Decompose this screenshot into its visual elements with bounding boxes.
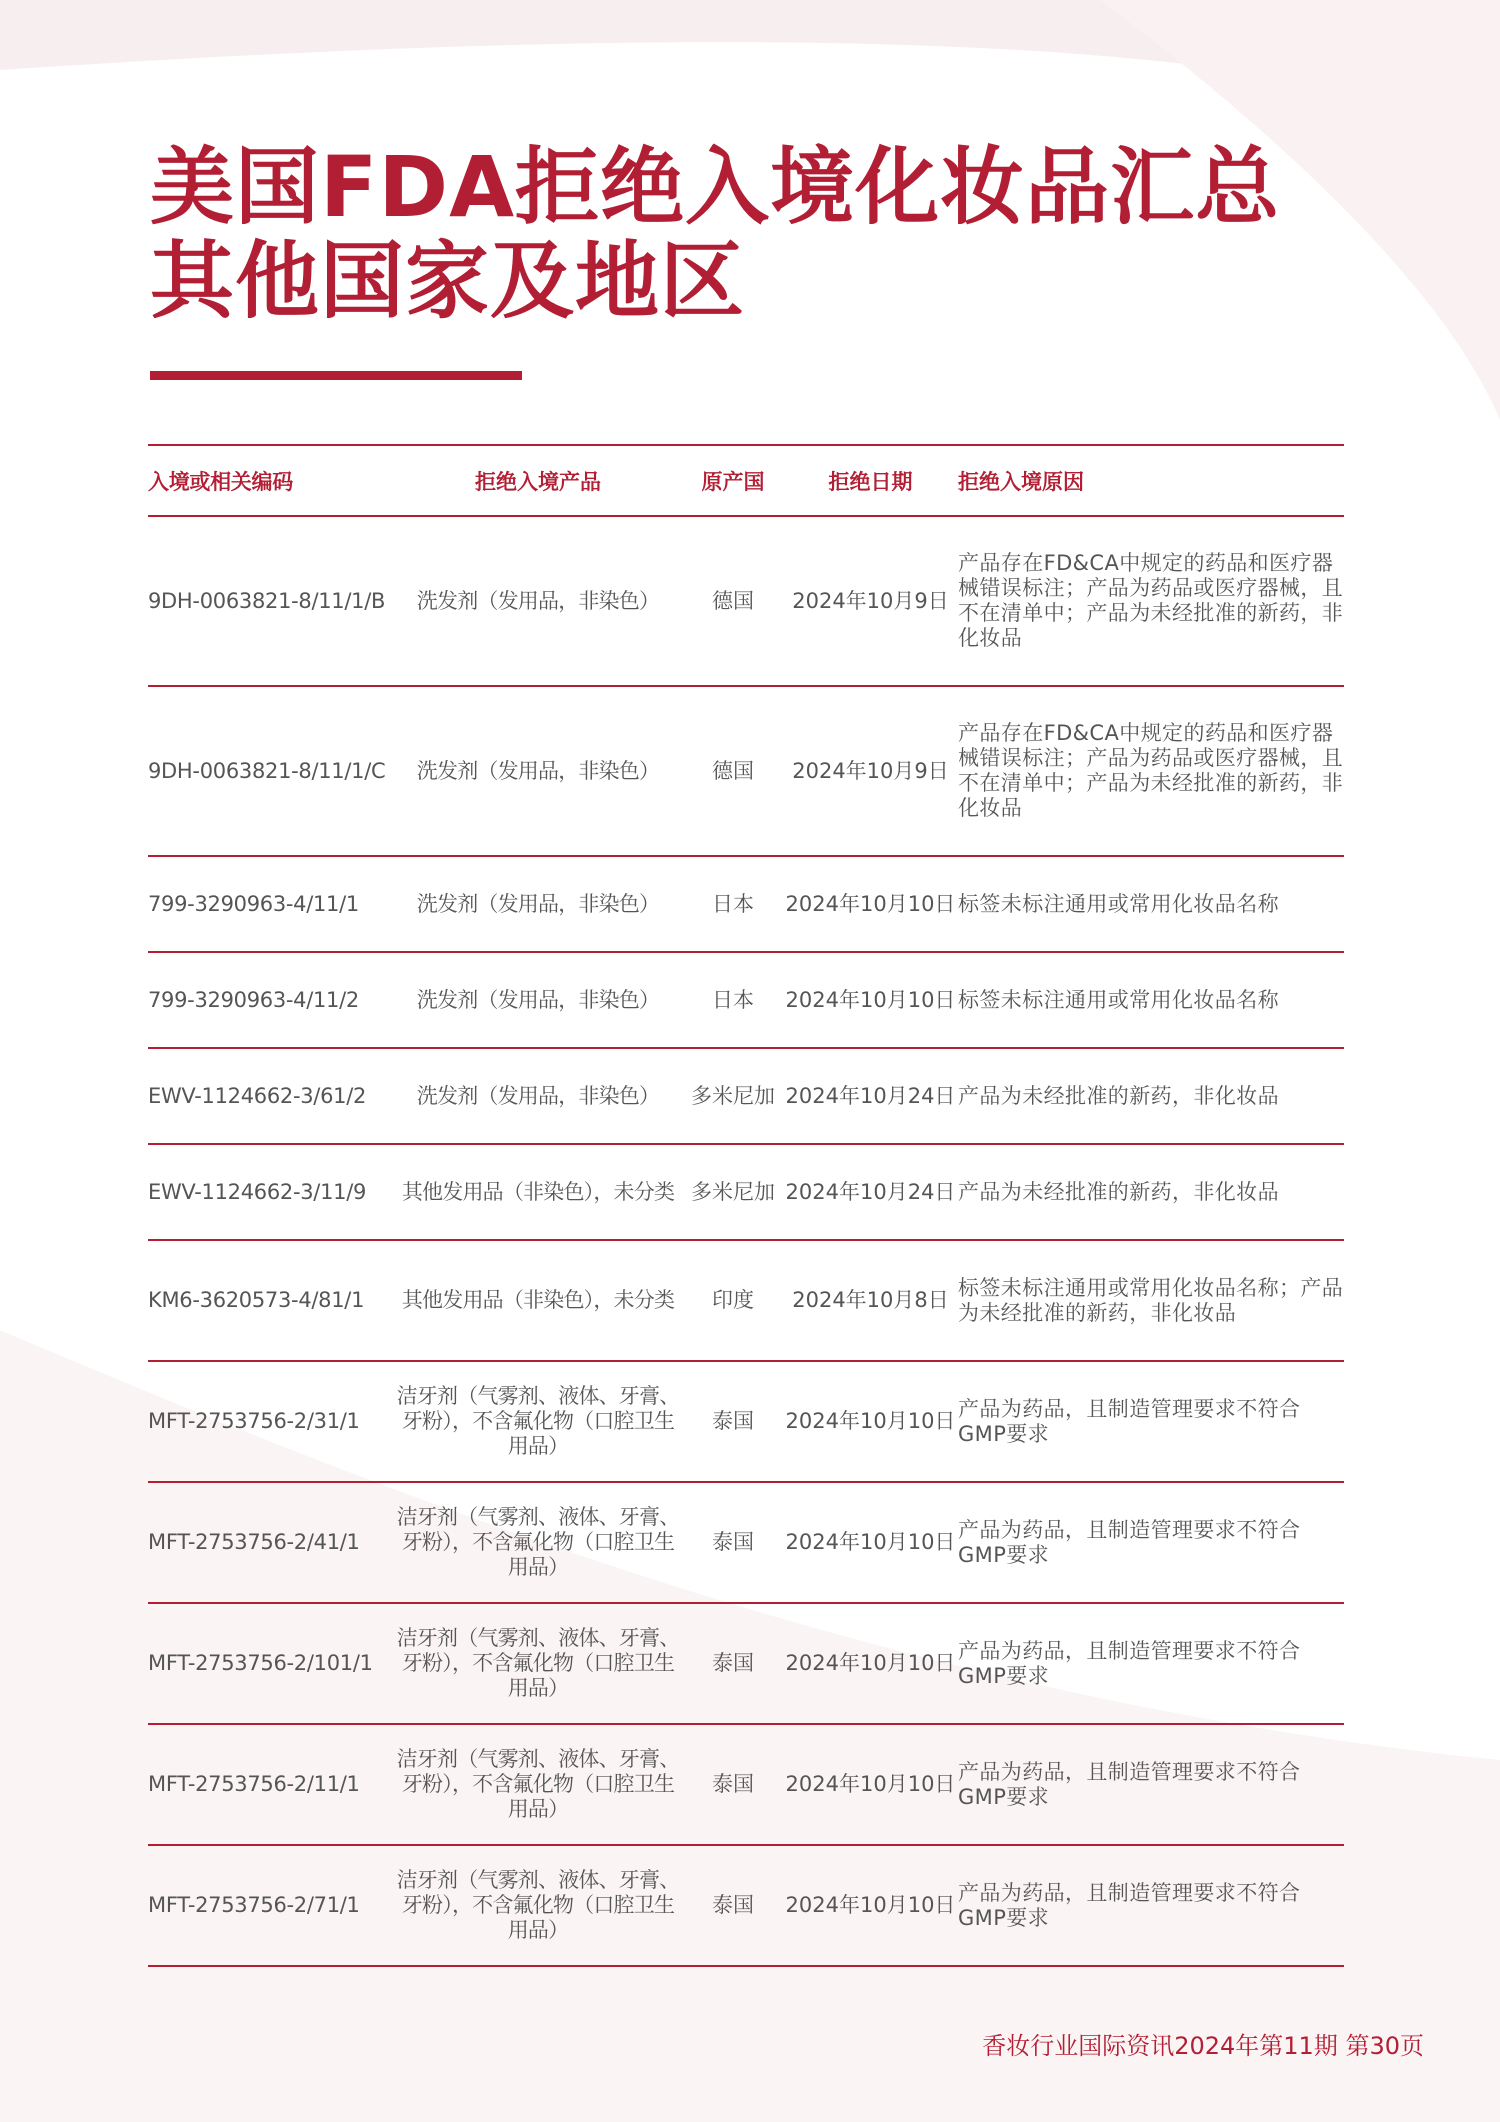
- cell-origin: 日本: [683, 856, 783, 952]
- cell-product: 洗发剂（发用品，非染色）: [393, 686, 683, 856]
- cell-product: 洗发剂（发用品，非染色）: [393, 856, 683, 952]
- cell-origin: 德国: [683, 516, 783, 686]
- table-row: [148, 686, 1344, 856]
- cell-origin: 印度: [683, 1240, 783, 1361]
- table-row: [148, 1845, 1344, 1966]
- cell-origin: 日本: [683, 952, 783, 1048]
- table-row: [148, 516, 1344, 686]
- cell-code: 799-3290963-4/11/1: [148, 856, 393, 952]
- cell-product: 洁牙剂（气雾剂、液体、牙膏、牙粉），不含氟化物（口腔卫生用品）: [393, 1603, 683, 1724]
- header-date: 拒绝日期: [783, 445, 958, 516]
- cell-origin: 泰国: [683, 1603, 783, 1724]
- cell-reason: 产品为未经批准的新药，非化妆品: [958, 1144, 1344, 1240]
- table-row: [148, 1724, 1344, 1845]
- cell-reason: 标签未标注通用或常用化妆品名称；产品为未经批准的新药，非化妆品: [958, 1240, 1344, 1361]
- cell-date: 2024年10月8日: [783, 1240, 958, 1361]
- cell-reason: 产品为未经批准的新药，非化妆品: [958, 1048, 1344, 1144]
- cell-code: 9DH-0063821-8/11/1/C: [148, 686, 393, 856]
- table-row: [148, 856, 1344, 952]
- cell-code: MFT-2753756-2/31/1: [148, 1361, 393, 1482]
- table-row: [148, 1482, 1344, 1603]
- cell-origin: 德国: [683, 686, 783, 856]
- cell-date: 2024年10月10日: [783, 856, 958, 952]
- page-footer: 香妆行业国际资讯2024年第11期 第30页: [982, 2032, 1424, 2060]
- cell-reason: 产品为药品，且制造管理要求不符合GMP要求: [958, 1361, 1344, 1482]
- page-title-line-2: 其他国家及地区: [150, 232, 746, 330]
- table-row: [148, 1144, 1344, 1240]
- cell-code: 9DH-0063821-8/11/1/B: [148, 516, 393, 686]
- table-header-row: [148, 445, 1344, 516]
- table-row: [148, 1048, 1344, 1144]
- cell-date: 2024年10月10日: [783, 1361, 958, 1482]
- header-reason: 拒绝入境原因: [958, 445, 1344, 516]
- cell-date: 2024年10月9日: [783, 516, 958, 686]
- page-title-line-1: 美国FDA拒绝入境化妆品汇总: [150, 138, 1281, 236]
- cell-origin: 泰国: [683, 1482, 783, 1603]
- cell-reason: 产品为药品，且制造管理要求不符合GMP要求: [958, 1845, 1344, 1966]
- cell-origin: 多米尼加: [683, 1144, 783, 1240]
- table-row: [148, 952, 1344, 1048]
- cell-reason: 产品存在FD&CA中规定的药品和医疗器械错误标注；产品为药品或医疗器械，且不在清单中；产品为未经批准的新药，非化妆品: [958, 686, 1344, 856]
- cell-date: 2024年10月24日: [783, 1144, 958, 1240]
- cell-product: 洗发剂（发用品，非染色）: [393, 516, 683, 686]
- page-title: [150, 140, 1280, 328]
- cell-code: EWV-1124662-3/11/9: [148, 1144, 393, 1240]
- cell-date: 2024年10月10日: [783, 1845, 958, 1966]
- header-origin: 原产国: [683, 445, 783, 516]
- cell-code: EWV-1124662-3/61/2: [148, 1048, 393, 1144]
- cell-reason: 产品为药品，且制造管理要求不符合GMP要求: [958, 1603, 1344, 1724]
- cell-product: 洁牙剂（气雾剂、液体、牙膏、牙粉），不含氟化物（口腔卫生用品）: [393, 1361, 683, 1482]
- cell-code: MFT-2753756-2/71/1: [148, 1845, 393, 1966]
- cell-code: MFT-2753756-2/101/1: [148, 1603, 393, 1724]
- cell-reason: 标签未标注通用或常用化妆品名称: [958, 856, 1344, 952]
- cell-origin: 多米尼加: [683, 1048, 783, 1144]
- cell-origin: 泰国: [683, 1724, 783, 1845]
- cell-reason: 产品为药品，且制造管理要求不符合GMP要求: [958, 1724, 1344, 1845]
- cell-code: KM6-3620573-4/81/1: [148, 1240, 393, 1361]
- table-row: [148, 1240, 1344, 1361]
- cell-code: MFT-2753756-2/41/1: [148, 1482, 393, 1603]
- cell-date: 2024年10月10日: [783, 1603, 958, 1724]
- cell-date: 2024年10月10日: [783, 1724, 958, 1845]
- cell-product: 洁牙剂（气雾剂、液体、牙膏、牙粉），不含氟化物（口腔卫生用品）: [393, 1482, 683, 1603]
- header-product: 拒绝入境产品: [393, 445, 683, 516]
- rejection-table: [148, 444, 1344, 1967]
- table-row: [148, 1603, 1344, 1724]
- cell-product: 洁牙剂（气雾剂、液体、牙膏、牙粉），不含氟化物（口腔卫生用品）: [393, 1845, 683, 1966]
- cell-origin: 泰国: [683, 1845, 783, 1966]
- cell-code: MFT-2753756-2/11/1: [148, 1724, 393, 1845]
- cell-product: 洗发剂（发用品，非染色）: [393, 1048, 683, 1144]
- cell-reason: 标签未标注通用或常用化妆品名称: [958, 952, 1344, 1048]
- cell-code: 799-3290963-4/11/2: [148, 952, 393, 1048]
- cell-date: 2024年10月24日: [783, 1048, 958, 1144]
- cell-reason: 产品存在FD&CA中规定的药品和医疗器械错误标注；产品为药品或医疗器械，且不在清单中；产品为未经批准的新药，非化妆品: [958, 516, 1344, 686]
- header-code: 入境或相关编码: [148, 445, 393, 516]
- cell-date: 2024年10月10日: [783, 952, 958, 1048]
- cell-date: 2024年10月9日: [783, 686, 958, 856]
- cell-product: 其他发用品（非染色），未分类: [393, 1144, 683, 1240]
- cell-date: 2024年10月10日: [783, 1482, 958, 1603]
- table-row: [148, 1361, 1344, 1482]
- cell-origin: 泰国: [683, 1361, 783, 1482]
- cell-product: 其他发用品（非染色），未分类: [393, 1240, 683, 1361]
- cell-product: 洗发剂（发用品，非染色）: [393, 952, 683, 1048]
- title-underline: [150, 371, 522, 380]
- cell-product: 洁牙剂（气雾剂、液体、牙膏、牙粉），不含氟化物（口腔卫生用品）: [393, 1724, 683, 1845]
- cell-reason: 产品为药品，且制造管理要求不符合GMP要求: [958, 1482, 1344, 1603]
